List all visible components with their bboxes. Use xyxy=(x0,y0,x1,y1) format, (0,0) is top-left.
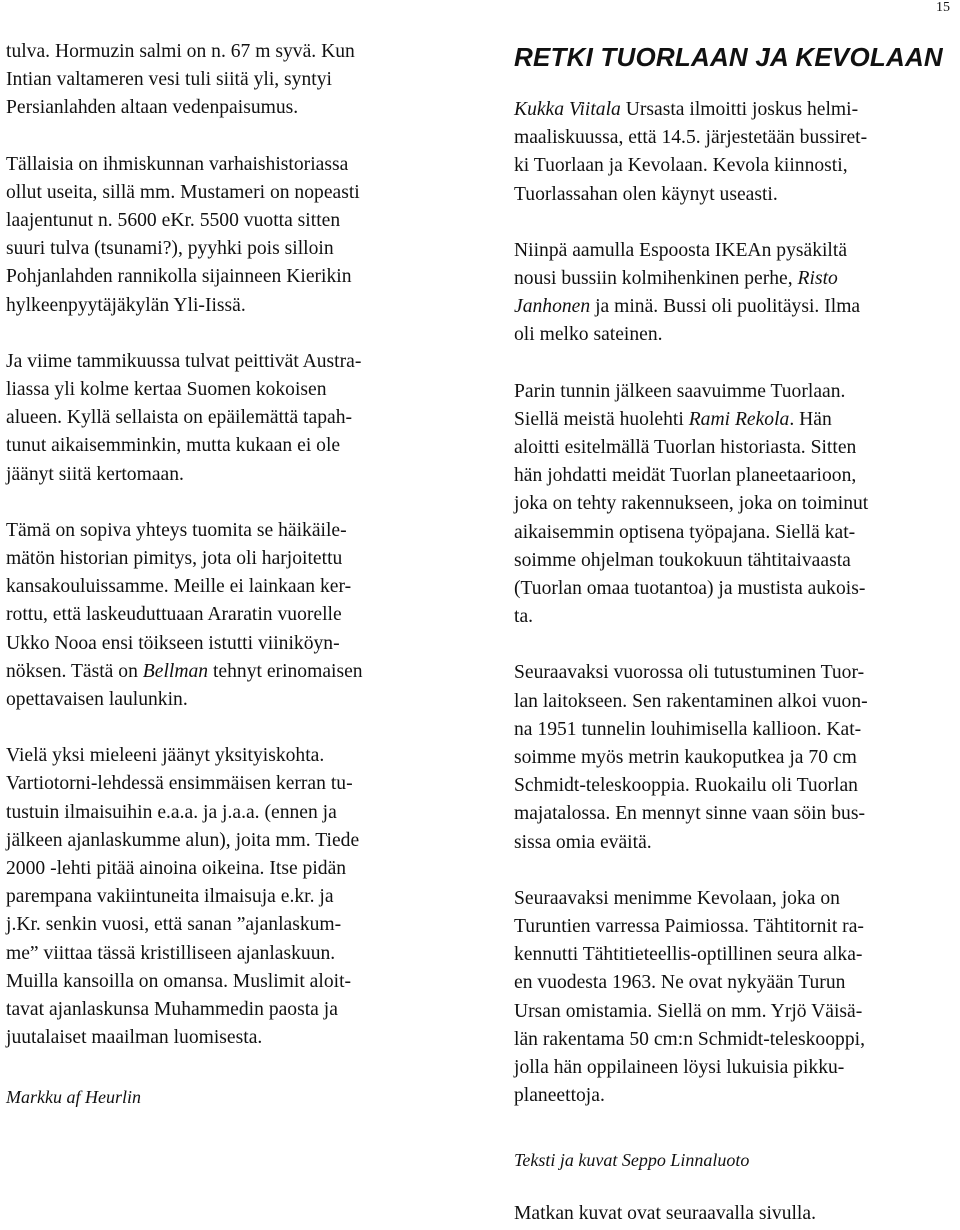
paragraph xyxy=(514,96,956,209)
italic-name: Rami Rekola xyxy=(688,408,790,430)
paragraph xyxy=(514,378,956,632)
paragraph: tulva. Hormuzin salmi on n. 67 m syvä. Kun Intian valtameren vesi tuli siitä yli, syntyi Persianlahden altaan vedenpaisumus. xyxy=(6,41,355,119)
text-span: Niinpä aamulla Espoosta IKEAn pysäkiltä nousi bussiin kolmihenkinen perhe, xyxy=(514,239,848,290)
text-span: tehnyt erinomaisen opettavaisen laulunkin. xyxy=(6,660,363,711)
text-span: Ursasta ilmoitti joskus helmi- maaliskuussa, että 14.5. järjestetään bussiret- ki Tuorlaan ja Kevolaan. Kevola kiinnosti, Tuorlassahan olen käynyt useasti. xyxy=(514,99,868,205)
italic-name: Risto Janhonen xyxy=(514,268,838,318)
author-signature: Markku af Heurlin xyxy=(6,1087,141,1107)
paragraph: Ja viime tammikuussa tulvat peittivät Austra- liassa yli kolme kertaa Suomen kokoisen alueen. Kyllä sellaista on epäilemättä tapah- tunut aikaisemminkin, mutta kukaan ei ole jäänyt siitä kertomaan. xyxy=(6,350,362,485)
paragraph: Vielä yksi mieleeni jäänyt yksityiskohta. Vartiotorni-lehdessä ensimmäisen kerran tu- tustuin ilmaisuihin e.a.a. ja j.a.a. (ennen ja jälkeen ajanlaskumme alun), joita mm. Tiede 2000 -lehti pitää ainoina oikeina. Itse pidän parempana vakiintuneita ilmaisuja e.kr. ja j.Kr. senkin vuosi, että sanan ”ajanlaskum- me” viittaa tässä kristilliseen ajanlaskuun. Muilla kansoilla on omansa. Muslimit aloit- tavat ajanlaskunsa Muhammedin paosta ja juutalaiset maailman luomisesta. xyxy=(6,745,360,1049)
paragraph: Seuraavaksi menimme Kevolaan, joka on Turuntien varressa Paimiossa. Tähtitornit ra- kennutti Tähtitieteellis-optillinen seura alka- en vuodesta 1963. Ne ovat nykyään Turun Ursan omistamia. Siellä on mm. Yrjö Väisä- län rakentama 50 cm:n Schmidt-teleskooppi, jolla hän oppilaineen löysi lukuisia pikku- planeettoja. xyxy=(514,887,865,1107)
page-number: 15 xyxy=(936,0,950,15)
paragraph xyxy=(514,237,956,350)
text-span: ja minä. Bussi oli puolitäysi. Ilma oli melko sateinen. xyxy=(514,296,861,346)
paragraph: Seuraavaksi vuorossa oli tutustuminen Tuor- lan laitokseen. Sen rakentaminen alkoi vuon- na 1951 tunnelin louhimisella kallioon. Kat- soimme myös metrin kaukoputkea ja 70 cm Schmidt-teleskooppia. Ruokailu oli Tuorlan majatalossa. En mennyt sinne vaan söin bus- sissa omia eväitä. xyxy=(514,662,868,853)
italic-name: Bellman xyxy=(142,660,209,682)
photo-credit: Teksti ja kuvat Seppo Linnaluoto xyxy=(514,1150,750,1170)
text-span: . Hän aloitti esitelmällä Tuorlan historiasta. Sitten hän johdatti meidät Tuorlan planeetaarioon, joka on tehty rakennukseen, joka on toiminut aikaisemmin optisena työpajana. Siellä kat- soimme ohjelman toukokuun tähtitaivaasta (Tuorlan omaa tuotantoa) ja mustista aukois- ta. xyxy=(514,408,869,628)
text-span: Tämä on sopiva yhteys tuomita se häikäile- mätön historian pimitys, jota oli harjoitettu kansakouluissamme. Meille ei lainkaan ker- rottu, että laskeuduttuaan Araratin vuorelle Ukko Nooa ensi töikseen istutti viiniköyn- nöksen. Tästä on xyxy=(6,519,352,682)
paragraph: Tällaisia on ihmiskunnan varhaishistoriassa ollut useita, sillä mm. Mustameri on nopeasti laajentunut n. 5600 eKr. 5500 vuotta sitten suuri tulva (tsunami?), pyyhki pois silloin Pohjanlahden rannikolla sijainneen Kierikin hylkeenpyytäjäkylän Yli-Iissä. xyxy=(6,153,360,316)
italic-name: Kukka Viitala xyxy=(514,99,621,120)
paragraph xyxy=(6,517,454,714)
right-column xyxy=(514,40,956,1111)
article-heading: RETKI TUORLAAN JA KEVOLAAN xyxy=(514,42,943,72)
left-column xyxy=(6,38,454,1053)
footer-note: Matkan kuvat ovat seuraavalla sivulla. xyxy=(514,1203,816,1224)
text-span: Parin tunnin jälkeen saavuimme Tuorlaan. Siellä meistä huolehti xyxy=(514,380,846,430)
